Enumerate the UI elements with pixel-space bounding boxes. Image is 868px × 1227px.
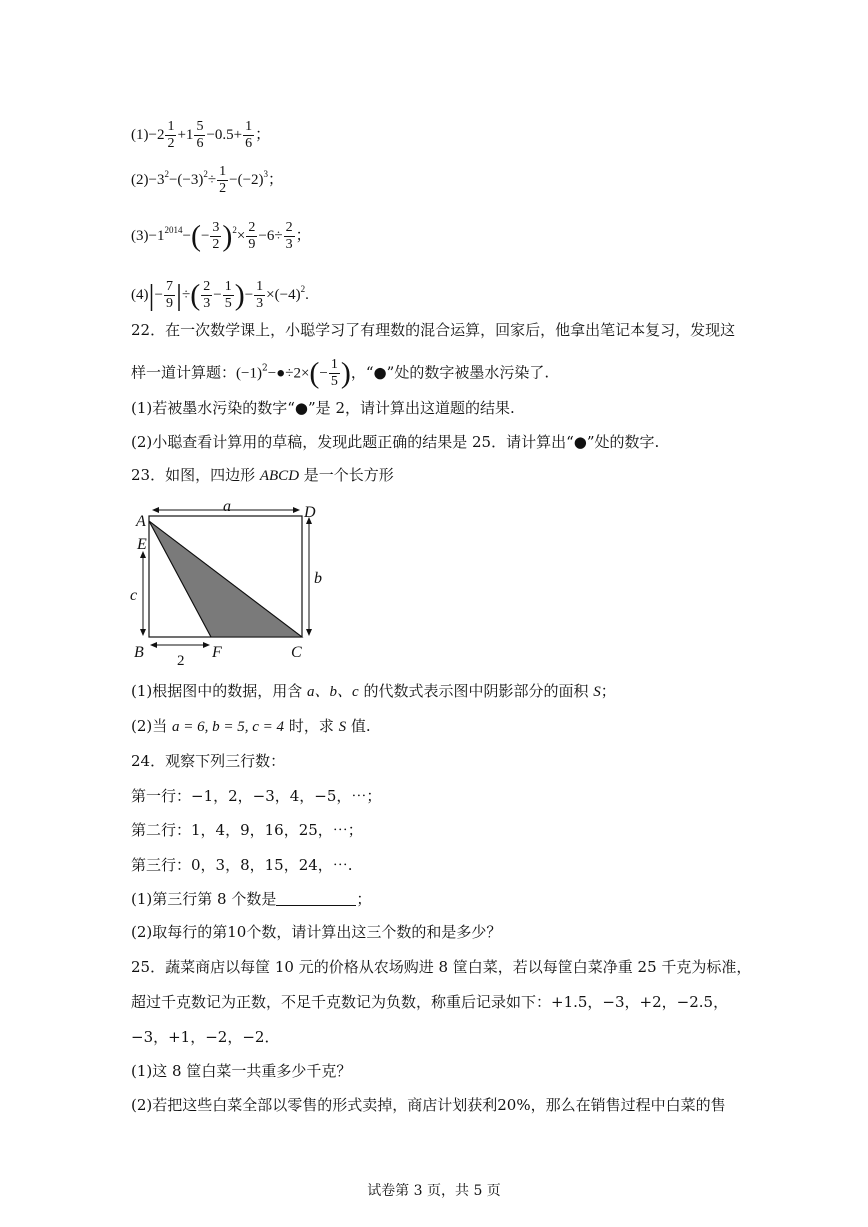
label-two: 2 (177, 653, 185, 667)
fraction: $\frac{7}{9}$ (165, 279, 173, 312)
arrow-down (306, 629, 312, 636)
q21-part3: $(3)-1^{2014}-(-$ $\frac{3}{2}$ )$^2$× $\frac{2}{9}$ −6÷ $\frac{2}{3}$ ； (131, 219, 311, 253)
arrow-right (293, 507, 300, 513)
fraction: $\frac{5}{6}$ (196, 119, 204, 151)
arrow-right (203, 642, 210, 648)
label-d-vertex: D (304, 504, 316, 521)
label-a-vertex: A (136, 513, 146, 530)
q22-line2: 样一道计算题：$(-1)^2-●\div 2\times(-$ $\frac{1}{5}$ )，“●”处的数字被墨水污染了. (131, 356, 550, 390)
arrow-down (140, 629, 146, 636)
arrow-left (152, 507, 159, 513)
fraction: $\frac{1}{5}$ (224, 279, 232, 312)
fraction: $\frac{1}{2}$ (167, 119, 175, 151)
q22-line1: 22．在一次数学课上，小聪学习了有理数的混合运算，回家后，他拿出笔记本复习，发现这 (131, 321, 736, 339)
fraction: $\frac{1}{2}$ (219, 164, 227, 197)
fraction: $\frac{1}{6}$ (245, 119, 253, 151)
fraction: $\frac{3}{2}$ (212, 220, 220, 253)
q23-title: 23．如图，四边形 ABCD 是一个长方形 (131, 466, 394, 484)
fraction: $\frac{1}{3}$ (256, 279, 264, 312)
q25-part1: (1)这 8 筐白菜一共重多少千克？ (131, 1062, 352, 1080)
label-a-length: a (223, 498, 231, 515)
q23-part1: (1)根据图中的数据，用含 a、b、c 的代数式表示图中阴影部分的面积 S； (131, 682, 616, 700)
label-c-length: c (130, 587, 138, 604)
q25-line2: 超过千克数记为正数，不足千克数记为负数，称重后记录如下：+1.5，−3，+2，−2.5， (131, 993, 729, 1011)
q25-part2: (2)若把这些白菜全部以零售的形式卖掉，商店计划获利20%，那么在销售过程中白菜的售 (131, 1096, 726, 1114)
q22-part1: (1)若被墨水污染的数字“●”是 2，请计算出这道题的结果. (131, 399, 515, 417)
q24-part2: (2)取每行的第10个数，请计算出这三个数的和是多少？ (131, 923, 502, 941)
arrow-left (150, 642, 157, 648)
label-f-vertex: F (212, 644, 222, 661)
label-b-vertex: B (134, 644, 144, 661)
q24-title: 24．观察下列三行数： (131, 752, 286, 770)
q25-line1: 25．蔬菜商店以每筐 10 元的价格从农场购进 8 筐白菜，若以每筐白菜净重 25 千克为标准， (131, 958, 752, 976)
page-footer: 试卷第 3 页，共 5 页 (367, 1183, 501, 1199)
q24-row3: 第三行：0，3，8，15，24，⋯. (131, 856, 353, 874)
fraction: $\frac{2}{9}$ (248, 220, 256, 253)
label-c-vertex: C (291, 644, 302, 661)
q25-line3: −3，+1，−2，−2． (131, 1028, 280, 1046)
rectangle-figure (128, 497, 328, 667)
q21-part4: (4)|− $\frac{7}{9}$ |÷( $\frac{2}{3}$ − $\frac{1}{5}$ )− $\frac{1}{3}$ $\times(-4)^2$. (131, 278, 309, 312)
q22-part2: (2)小聪查看计算用的草稿，发现此题正确的结果是 25．请计算出“●”处的数字. (131, 433, 660, 451)
q24-part1: (1)第三行第 8 个数是 ； (131, 890, 372, 908)
q21-part1: (1)−2 $\frac{1}{2}$ +1 $\frac{5}{6}$ −0.5+ $\frac{1}{6}$ ； (131, 119, 271, 151)
q24-row2: 第二行：1，4，9，16，25，⋯； (131, 821, 363, 839)
fraction: $\frac{1}{5}$ (330, 357, 338, 389)
q24-row1: 第一行：−1，2，−3，4，−5，⋯； (131, 787, 382, 805)
fraction: $\frac{2}{3}$ (285, 220, 293, 253)
q21-part2: $(2)-3^2-(-3)^2\div$ $\frac{1}{2}$ $-(-2)^3$； (131, 164, 284, 197)
label-e-vertex: E (137, 536, 147, 553)
q23-part2: (2)当 a = 6, b = 5, c = 4 时，求 S 值. (131, 717, 371, 735)
label-b-length: b (314, 570, 322, 587)
fraction: $\frac{2}{3}$ (203, 279, 211, 312)
answer-blank[interactable] (276, 891, 356, 906)
